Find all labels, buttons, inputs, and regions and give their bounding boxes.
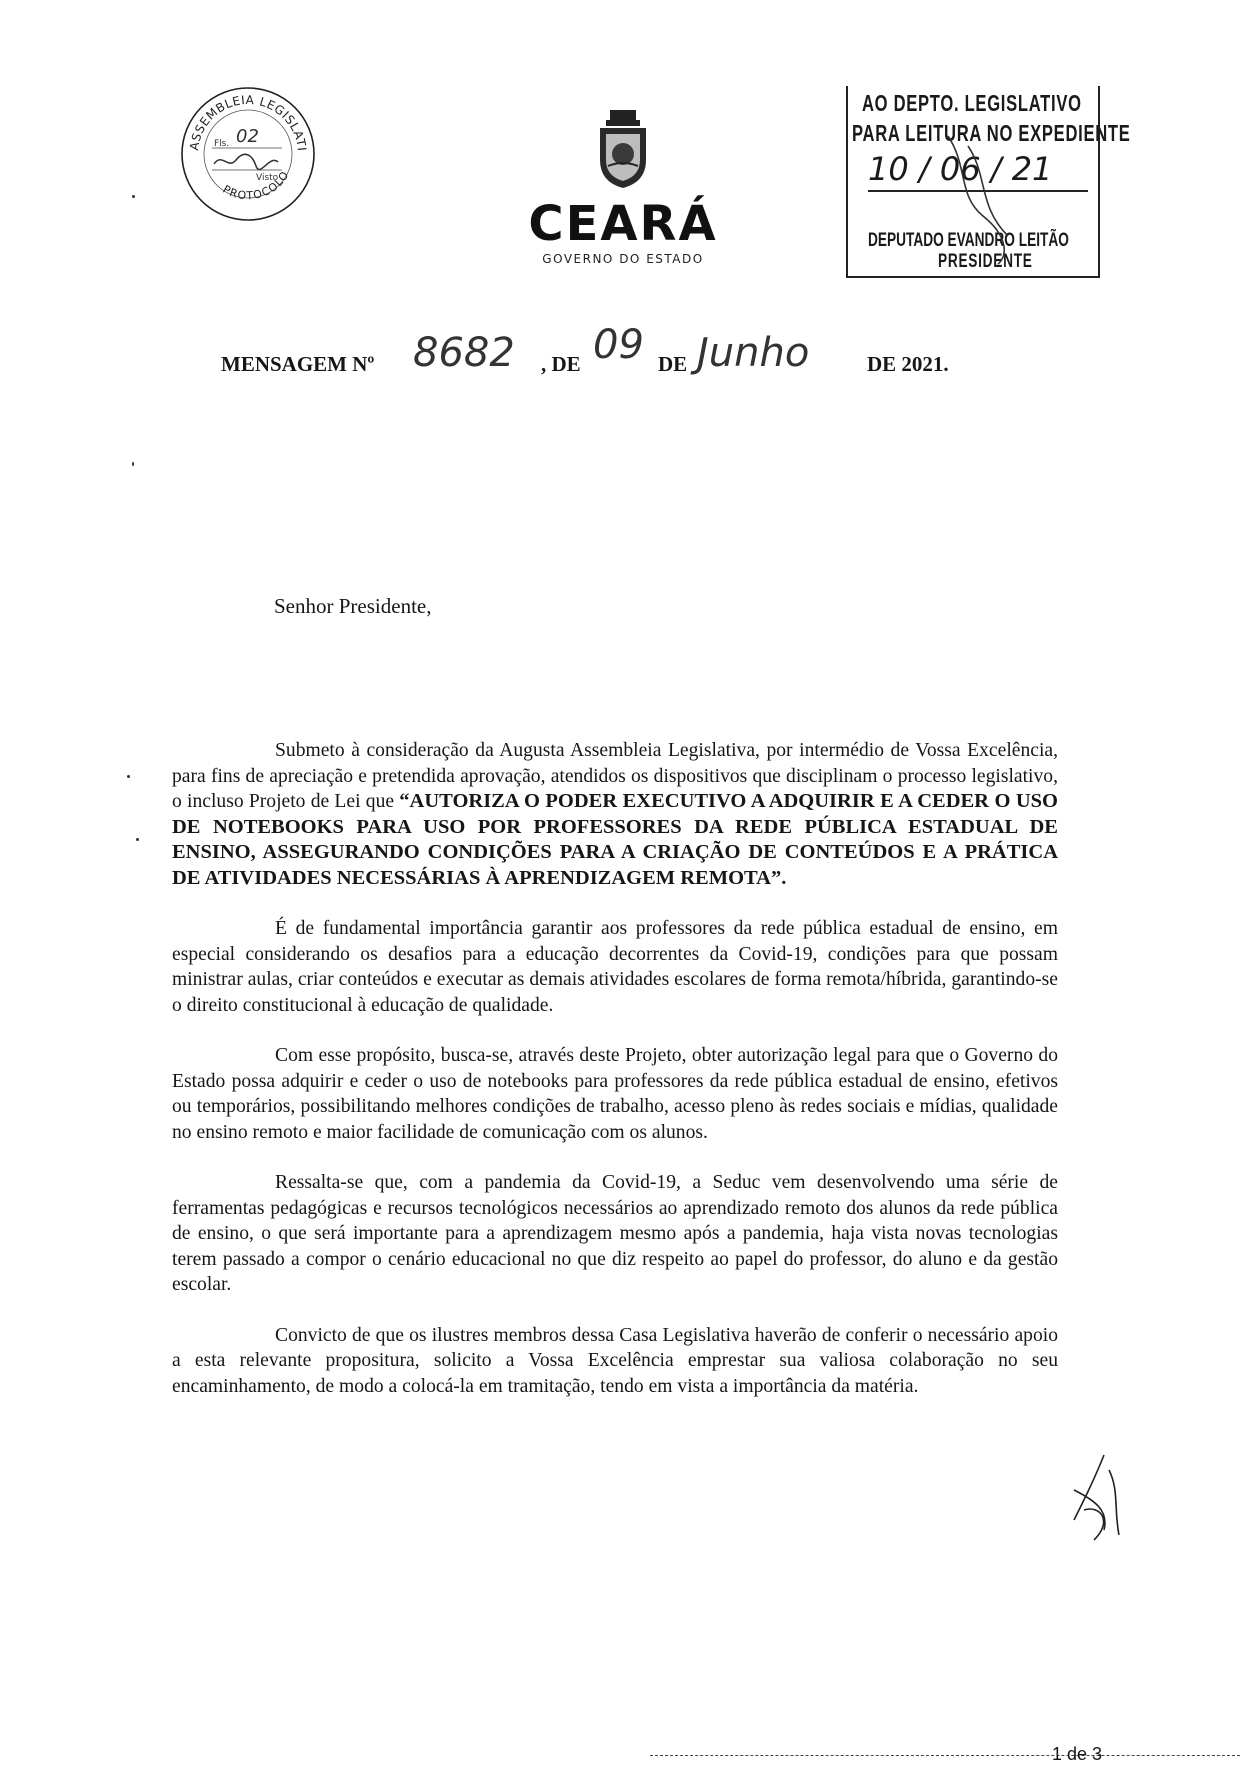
paragraph-5: Convicto de que os ilustres membros dessa Casa Legislativa haverão de conferir o necessário apoio a esta relevante propositura, solicito a Vossa Excelência emprestar sua valiosa colaboração no seu encaminhamento, de modo a colocá-la em tramitação, tendo em vista a importância da matéria. [172,1324,1058,1397]
message-month: Junho [697,330,810,376]
seal-arc-text: ASSEMBLEIA LEGISLATI [187,92,309,152]
seal-bottom-text: PROTOCOLO [220,168,292,203]
page-number: 1 de 3 [1052,1744,1103,1764]
message-line [221,322,981,400]
state-coat-of-arms-icon [596,108,650,190]
message-day: 09 [593,322,644,368]
message-body [172,738,1058,1424]
protocol-seal [178,84,318,224]
paragraph-3: Com esse propósito, busca-se, através deste Projeto, obter autorização legal para que o Governo do Estado possa adquirir e ceder o uso de notebooks para professores da rede pública estadual de ensino, efetivos ou temporários, possibilitando melhores condições de trabalho, acesso pleno às redes sociais e mídias, qualidade no ensino remoto e maior facilidade de comunicação com os alunos. [172,1045,1058,1143]
protocol-seal-graphic [178,84,318,224]
brand-subtitle: GOVERNO DO ESTADO [542,252,704,266]
seal-fls-label: Fls. [214,139,230,149]
salutation: Senhor Presidente, [274,594,432,618]
scan-speck [136,838,139,841]
stamp-date: 10 / 06 / 21 [868,150,1053,188]
message-year: DE 2021. [867,352,949,376]
stamp-role: PRESIDENTE [938,251,1033,272]
paragraph-2: É de fundamental importância garantir aos professores da rede pública estadual de ensino, em especial considerando os desafios para a educação decorrentes da Covid-19, condições para que possam ministrar aulas, criar conteúdos e executar as demais atividades escolares de forma remota/híbrida, garantindo-se o direito constitucional à educação de qualidade. [172,918,1058,1016]
message-de-2: DE [658,352,688,376]
scan-speck [127,775,130,778]
seal-fls-value: 02 [236,126,259,147]
stamp-name: DEPUTADO EVANDRO LEITÃO [868,230,1069,251]
paragraph-1 [172,738,1058,891]
brand-title: CEARÁ [528,196,718,252]
scan-speck [132,462,134,466]
message-number: 8682 [413,330,515,376]
stamp-line-2: PARA LEITURA NO EXPEDIENTE [852,120,1131,146]
stamp-line-1: AO DEPTO. LEGISLATIVO [862,90,1082,116]
message-de-1: , DE [541,352,581,376]
paragraph-1-text: Submeto à consideração da Augusta Assembleia Legislativa, por intermédio de Vossa Excelência, para fins de apreciação e pretendida aprovação, atendidos os dispositivos que disciplinam o processo legislativo, o incluso Projeto de Lei que [172,740,1058,812]
stamp-signature-icon [938,126,1028,266]
reading-stamp [846,86,1131,278]
initials-signature-icon [1064,1450,1124,1550]
seal-visto-label: Visto [256,173,279,183]
paragraph-4: Ressalta-se que, com a pandemia da Covid-19, a Seduc vem desenvolvendo uma série de ferramentas pedagógicas e recursos tecnológicos necessários ao aprendizado remoto dos alunos da rede pública de ensino, o que será importante para a aprendizagem mesmo após a pandemia, haja vista novas tecnologias terem passado a compor o cenário educacional no que diz respeito ao papel do professor, do aluno e da gestão escolar. [172,1172,1058,1295]
footer-rule [650,1755,1240,1756]
scan-speck [132,195,135,198]
bill-title: “AUTORIZA O PODER EXECUTIVO A ADQUIRIR E A CEDER O USO DE NOTEBOOKS PARA USO POR PROFESSORES DA REDE PÚBLICA ESTADUAL DE ENSINO, ASSEGURANDO CONDIÇÕES PARA A CRIAÇÃO DE CONTEÚDOS E A PRÁTICA DE ATIVIDADES NECESSÁRIAS À APRENDIZAGEM REMOTA”. [172,790,1058,889]
message-label: MENSAGEM Nº [221,352,375,376]
